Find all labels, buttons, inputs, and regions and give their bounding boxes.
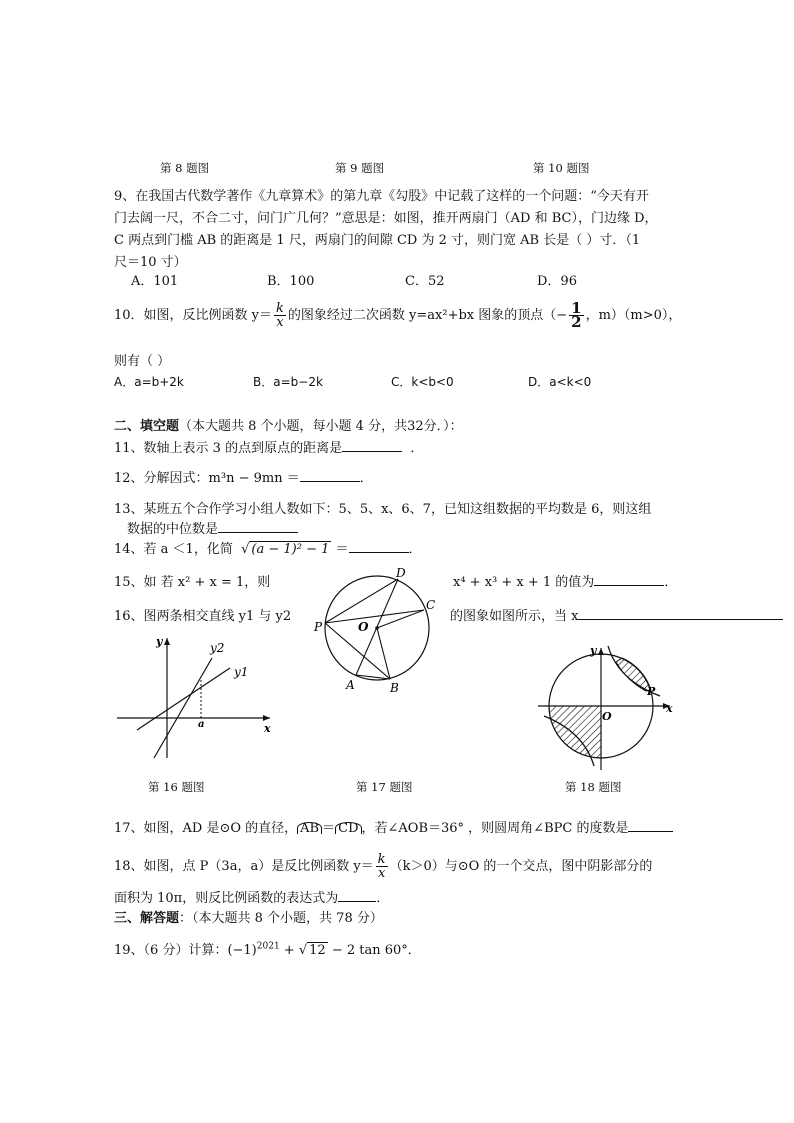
fig17-label-B: B — [390, 681, 399, 695]
q13-answer-blank[interactable] — [218, 520, 298, 533]
caption-fig17: 第 17 题图 — [356, 780, 413, 794]
q9-line1: 9、在我国古代数学著作《九章算术》的第九章《勾股》中记载了这样的一个问题：“今天有开 — [114, 189, 649, 204]
q14-radicand: (a − 1)² − 1 — [251, 542, 330, 557]
fig16-x-arrow — [263, 715, 270, 721]
q10-line2: 则有（ ） — [114, 354, 171, 369]
fig17-label-P: P — [314, 620, 323, 634]
fig18-x-label: x — [666, 702, 673, 715]
fig18-shaded-quadrant-III — [549, 706, 601, 758]
q19-radicand: 12 — [309, 943, 326, 958]
fig18-y-arrow — [598, 648, 604, 655]
q14-answer-blank[interactable] — [349, 540, 409, 553]
q11: 11、数轴上表示 3 的点到原点的距离是 ． — [114, 441, 424, 456]
q9-option-a: A．101 — [131, 274, 179, 289]
q15-answer-blank[interactable] — [594, 573, 664, 586]
q10-fraction-k-over-x: $\frac{k}{x}$ — [276, 301, 284, 330]
q12-answer-blank[interactable] — [300, 469, 360, 482]
q13-line1: 13、某班五个合作学习小组人数如下：5、5、x、6、7，已知这组数据的平均数是 6，则这组 — [114, 502, 652, 517]
q16-part2: 的图象如图所示，当 x — [450, 605, 783, 624]
q17-answer-blank[interactable] — [628, 819, 673, 832]
q9-line2: 门去阔一尺，不合二寸，问门广几何？”意思是：如图，推开两扇门（AD 和 BC），门边缘 D， — [114, 211, 658, 226]
fig16-a-label: a — [198, 719, 205, 730]
fig18-origin-label: O — [602, 710, 612, 723]
fig16-y-label: y — [156, 635, 163, 648]
fig16-y2-label: y2 — [210, 641, 225, 655]
q14: 14、若 a ＜1，化简 √ (a − 1)² − 1 ＝ ． — [114, 542, 422, 557]
fig18-y-label: y — [590, 644, 597, 657]
figure-17 — [308, 565, 448, 700]
q17-arc-CD: CD — [335, 822, 361, 834]
q13-line2: 数据的中位数是 — [127, 518, 298, 537]
fig18-P-label: P — [647, 685, 656, 698]
q18-line1: 18、如图，点 P（3a，a）是反比例函数 y＝ $\frac{k}{x}$ （k＞0）与⊙O 的一个交点，图中阴影部分的 — [114, 852, 653, 881]
caption-fig16: 第 16 题图 — [148, 780, 205, 794]
fig16-y1-label: y1 — [234, 665, 249, 679]
q9-option-d: D．96 — [537, 274, 577, 289]
q16-part1: 16、图两条相交直线 y1 与 y2 — [114, 609, 292, 624]
section3-heading: 三、解答题：（本大题共 8 个小题，共 78 分） — [114, 911, 383, 926]
q9-option-b: B．100 — [267, 274, 315, 289]
figure-18 — [530, 640, 680, 775]
fig17-label-D: D — [396, 566, 406, 580]
fig17-radius-OB — [377, 628, 390, 679]
q18-fraction-k-over-x: $\frac{k}{x}$ — [377, 852, 386, 881]
q16-answer-blank[interactable] — [578, 607, 783, 620]
q9-line4: 尺＝10 寸） — [114, 255, 187, 270]
q11-answer-blank[interactable] — [342, 439, 402, 452]
fig17-center-dot — [375, 626, 379, 630]
fig17-label-O: O — [358, 620, 369, 634]
fig16-line-y1 — [137, 668, 230, 730]
fig17-chord-PD — [325, 579, 398, 623]
q18-answer-blank[interactable] — [338, 889, 376, 902]
q10-fraction-half: $\frac{1}{2}$ — [571, 299, 582, 331]
q10-option-a: A．a=b+2k — [114, 375, 184, 389]
q15-part2: x⁴ + x³ + x + 1 的值为 ． — [453, 575, 678, 590]
q9-option-c: C．52 — [405, 274, 445, 289]
fig16-line-y2 — [154, 658, 212, 758]
caption-fig8: 第 8 题图 — [160, 161, 210, 175]
fig17-label-C: C — [426, 598, 436, 612]
caption-fig9: 第 9 题图 — [335, 161, 385, 175]
q15-part1: 15、如 若 x² + x = 1，则 — [114, 575, 271, 590]
q19: 19、（6 分）计算：$(-1)^{2021}$ + √ 12 − 2 tan 60°． — [114, 941, 421, 958]
caption-fig10: 第 10 题图 — [533, 161, 590, 175]
q9-line3: C 两点到门槛 AB 的距离是 1 尺，两扇门的间隙 CD 为 2 寸，则门宽 AB 长是（ ）寸．（1 — [114, 233, 641, 248]
fig16-y-arrow — [164, 638, 170, 645]
figure-16 — [112, 630, 277, 765]
q18-line2: 面积为 10π，则反比例函数的表达式为 ． — [114, 891, 390, 906]
q12: 12、分解因式：m³n − 9mn ＝ ． — [114, 471, 373, 486]
fig16-x-label: x — [264, 722, 271, 735]
q10-option-c: C．k<b<0 — [391, 375, 454, 389]
q10-option-d: D．a<k<0 — [528, 375, 592, 389]
caption-fig18: 第 18 题图 — [565, 780, 622, 794]
q10-stem: 10．如图，反比例函数 y＝ $\frac{k}{x}$ 的图象经过二次函数 y=ax²+bx 图象的顶点（− $\frac{1}{2}$ ，m）（m>0）， — [114, 299, 682, 331]
fig17-chord-PC — [325, 610, 424, 623]
section2-heading: 二、填空题（本大题共 8 个小题，每小题 4 分，共32分．）： — [114, 419, 463, 434]
q17: 17、如图，AD 是⊙O 的直径， AB ＝ CD ，若∠AOB＝36° ，则圆周角∠BPC 的度数是 — [114, 817, 673, 836]
q17-arc-AB: AB — [297, 822, 322, 834]
fig18-shaded-quadrant-I — [616, 658, 651, 691]
q10-option-b: B．a=b−2k — [253, 375, 323, 389]
fig17-label-A: A — [346, 678, 355, 692]
